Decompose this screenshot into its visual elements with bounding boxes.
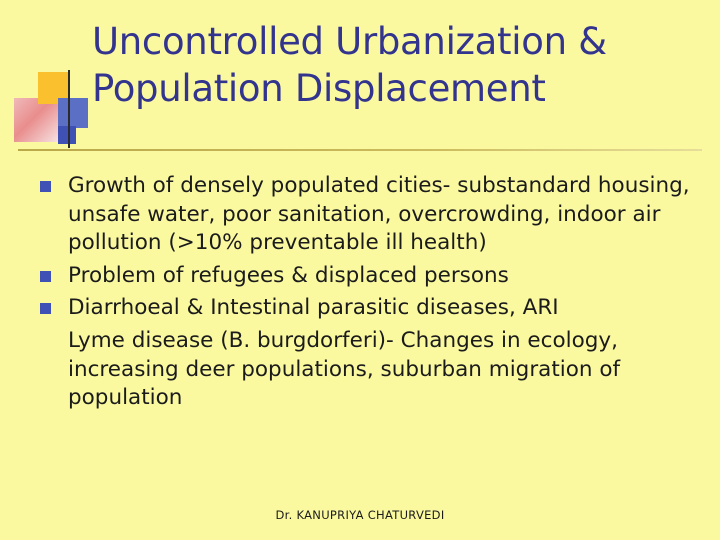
list-item [34,262,694,291]
square-bullet-icon [40,303,51,314]
title-divider [18,149,702,151]
list-item [34,172,694,258]
slide-title: Uncontrolled Urbanization & Population Displacement [92,20,607,111]
bullet-list [34,172,694,417]
slide-footer: Dr. KANUPRIYA CHATURVEDI [275,508,445,522]
list-item-text: Growth of densely populated cities- substandard housing, unsafe water, poor sanitation, overcrowding, indoor air pollution (>10% preventable ill health) [68,173,690,256]
square-bullet-icon [40,181,51,192]
blue-small-square-icon [58,126,76,144]
vertical-line-divider [68,70,70,148]
list-item-text: Diarrhoeal & Intestinal parasitic diseases, ARI [68,295,559,321]
list-item [34,294,694,323]
blue-square-icon [58,98,88,128]
list-item-text: Lyme disease (B. burgdorferi)- Changes in ecology, increasing deer populations, suburban migration of population [68,327,621,411]
decorative-logo-blocks [14,72,102,148]
list-item-text: Problem of refugees & displaced persons [68,262,509,288]
list-item [34,327,694,413]
square-bullet-icon [40,271,51,282]
pink-square-icon [14,98,58,142]
